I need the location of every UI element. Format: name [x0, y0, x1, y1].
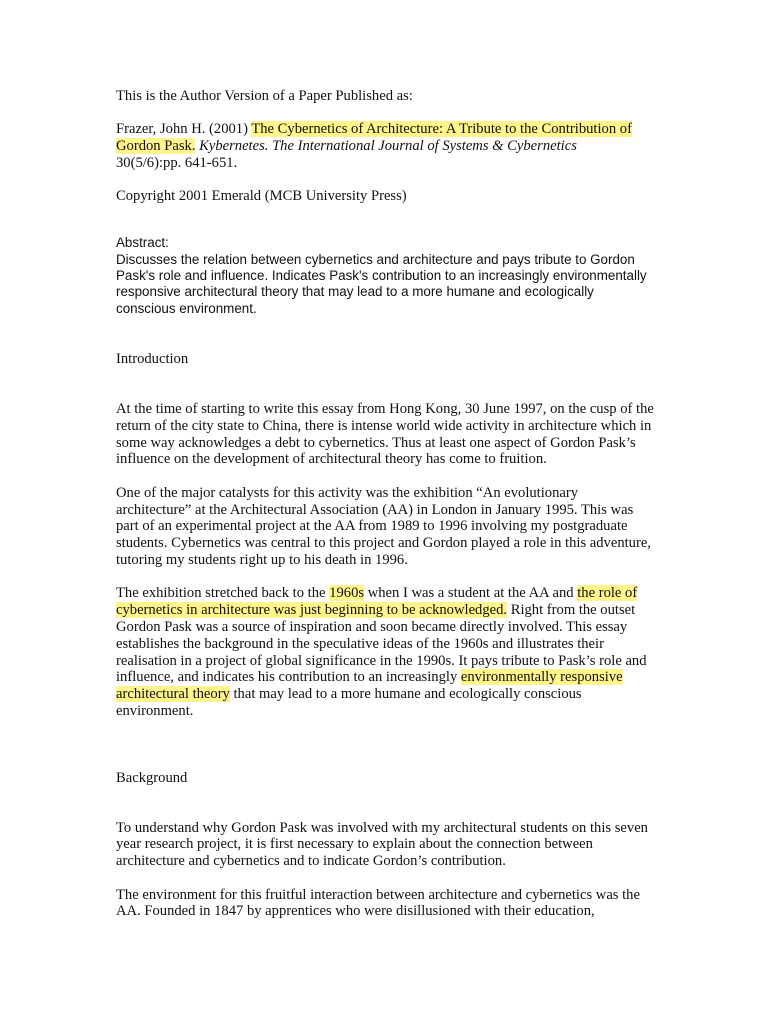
copyright-line: Copyright 2001 Emerald (MCB University Press) — [116, 188, 407, 205]
p3-segment-3: Right from the outset Gordon Pask was a source of inspiration and soon became directly involved. This essay establishes the background in the speculative ideas of the 1960s and illustrates their realisation in a project of global significance in the 1990s. It pays tribute to Pask’s role and influence, and indicates his contribution to an increasingly — [116, 602, 647, 686]
section-heading-introduction: Introduction — [116, 351, 189, 368]
abstract-heading: Abstract: — [116, 235, 169, 251]
citation — [116, 121, 656, 171]
p3-segment-1: The exhibition stretched back to the — [116, 585, 330, 602]
citation-authors: Frazer, John H. (2001) — [116, 121, 252, 138]
introduction-paragraph-1: At the time of starting to write this essay from Hong Kong, 30 June 1997, on the cusp of the return of the city state to China, there is intense world wide activity in architecture which in some way acknowledges a debt to cybernetics. Thus at least one aspect of Gordon Pask’s influence on the development of architectural theory has come to fruition. — [116, 401, 654, 468]
introduction-paragraph-2: One of the major catalysts for this activity was the exhibition “An evolutionary architecture” at the Architectural Association (AA) in London in January 1995. This was part of an experimental project at the AA from 1989 to 1996 involving my postgraduate students. Cybernetics was central to this project and Gordon played a role in this adventure, tutoring my students right up to his death in 1996. — [116, 484, 651, 568]
highlight-1960s: 1960s — [329, 585, 365, 602]
p3-segment-2: when I was a student at the AA and — [364, 585, 578, 602]
highlight-architectural-theory: environmentally responsive architectural theory — [116, 669, 623, 703]
p3-segment-4: that may lead to a more humane and ecologically conscious environment. — [116, 686, 582, 719]
citation-volume: 30(5/6):pp. 641-651. — [116, 154, 238, 171]
background-paragraph-2: The environment for this fruitful interaction between architecture and cybernetics was the AA. Founded in 1847 by apprentices who were disillusioned with their education, — [116, 886, 640, 920]
background-paragraph-1: To understand why Gordon Pask was involved with my architectural students on this seven year research project, it is first necessary to explain about the connection between architecture and cybernetics and to indicate Gordon’s contribution. — [116, 819, 648, 870]
section-heading-background: Background — [116, 769, 188, 786]
introduction-paragraph-3 — [116, 585, 656, 719]
preface-line: This is the Author Version of a Paper Published as: — [116, 88, 413, 104]
document-page — [116, 88, 656, 920]
citation-journal: Kybernetes. The International Journal of Systems & Cybernetics — [195, 138, 577, 155]
highlight-role-of-cybernetics: the role of cybernetics in architecture was just beginning to be acknowledged. — [116, 585, 638, 619]
abstract-text: Discusses the relation between cybernetics and architecture and pays tribute to Gordon Pask's role and influence. Indicates Pask's contribution to an increasingly environmentally responsive architectural theory that may lead to a more humane and ecologically conscious environment. — [116, 251, 647, 316]
citation-title-highlight: The Cybernetics of Architecture: A Tribute to the Contribution of Gordon Pask. — [116, 121, 632, 155]
